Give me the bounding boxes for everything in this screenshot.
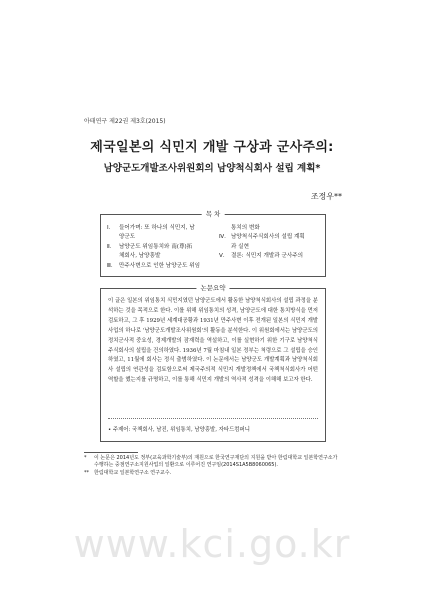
article-title: 제국일본의 식민지 개발 구상과 군사주의: (90, 140, 334, 155)
toc-item: Ⅲ. 만주사변으로 인한 남양군도 위임 (107, 262, 200, 269)
watermark: www.kci.go.kr (73, 522, 351, 566)
toc-item: 통치의 변화 (231, 225, 260, 231)
article-subtitle: 남양군도개발조사위원회의 남양척식회사 설립 계획* (103, 163, 321, 174)
toc-item-cont: 체회사, 남양흥발 (119, 253, 161, 260)
author: 조정우** (310, 192, 342, 201)
keywords-divider (108, 418, 318, 419)
footnote: ** 한림대학교 일본학연구소 연구교수. (84, 469, 172, 476)
toc-heading: 목 차 (202, 209, 225, 218)
abstract-box (100, 284, 326, 442)
toc-right-column (219, 224, 321, 262)
toc-item-cont: 과 실현 (231, 243, 249, 250)
footnote-rule (84, 452, 138, 453)
keywords: • 주제어: 국책회사, 남진, 위임통치, 남양흥발, 자타드컴퍼니 (108, 427, 250, 433)
abstract-body: 이 글은 일본의 위임통치 식민지였던 남양군도에서 활동한 남양척식회사의 설립 과정을 분석하는 것을 목적으로 한다. 이를 위해 위임통치의 성격, 남양군도에 대한 통치방식을 먼저 검토하고, 그 후 1929년 세계대공황과 1931년 만주사변 이후 전개된 일본의 식민지 개발 사업의 하나로 '남양군도개발조사위원회'의 활동을 분석한다. 이 위원회에서는 남양군도의 정치군사적 중요성, 경제개발의 잠재력을 역설하고, 이를 실현하기 위한 기구로 남양척식주식회사의 설립을 건의하였다. 1936년 7월 마침내 일본 정부는 척령으로 그 설립을 승인하였고, 11월에 회사는 정식 출범하였다. 이 논문에서는 남양군도 개발계획과 남양척식회사 설립의 연관성을 검토함으로써 제국주의적 식민지 개발정책에서 국책척식회사가 어떤 역할을 했는지를 규명하고, 이를 통해 식민지 개발의 역사적 성격을 이해해 보고자 한다. (108, 298, 318, 384)
abstract-heading: 논문요약 (196, 283, 229, 292)
journal-info: 아태연구 제22권 제3호(2015) (84, 118, 166, 125)
footnotes (84, 455, 342, 477)
toc-item: Ⅰ. 들어가며: 또 하나의 식민지, 남 (107, 225, 195, 231)
footnote: * 이 논문은 2014년도 정부(교육과학기술부)의 재원으로 한국연구재단의 지원을 받아 한림대학교 일본학연구소가 수행하는 중점연구소지원사업의 일환으로 이루어진 연구임(2014S1A5B8060065). (84, 455, 338, 469)
toc-item: Ⅳ. 남양척식주식회사의 설립 계획 (219, 234, 305, 241)
table-of-contents (100, 210, 326, 277)
toc-left-column (107, 224, 211, 271)
toc-item: Ⅱ. 남양군도 위임통치와 南(尊)拓 (107, 243, 193, 250)
toc-item: Ⅴ. 결론: 식민지 개발과 군사주의 (219, 253, 304, 260)
toc-item-cont: 양군도 (119, 234, 136, 241)
